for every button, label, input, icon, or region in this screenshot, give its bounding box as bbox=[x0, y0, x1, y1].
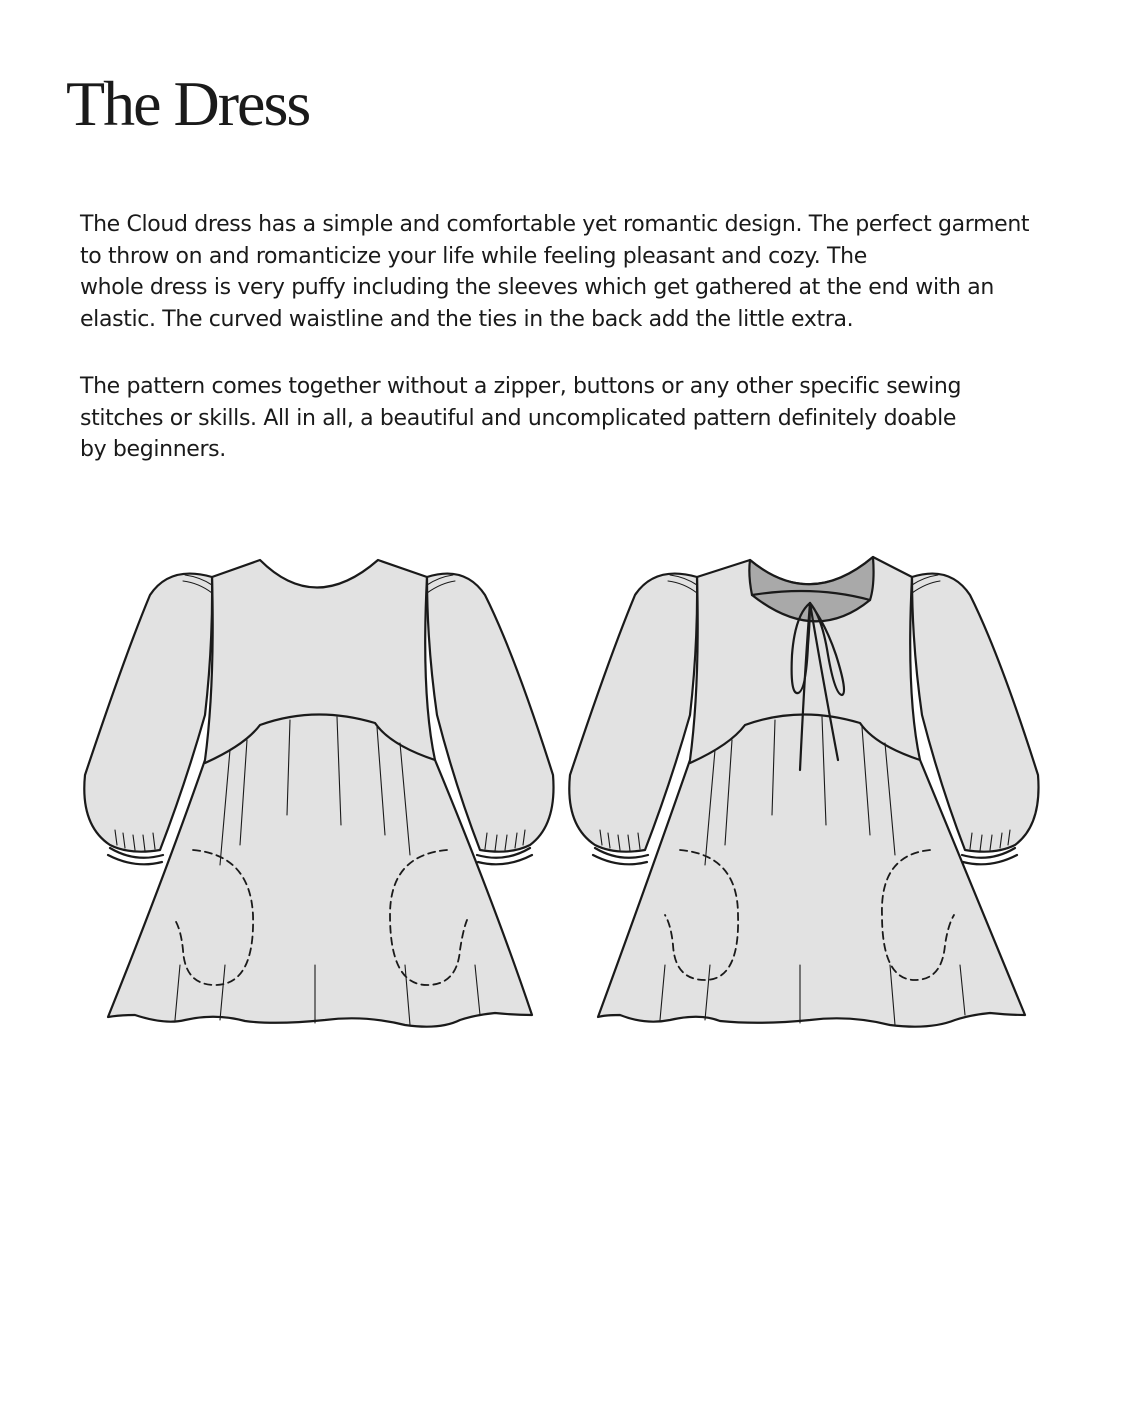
description-paragraph-2 bbox=[80, 371, 1080, 466]
paragraph-line: The pattern comes together without a zipper, buttons or any other specific sewing bbox=[80, 374, 962, 399]
paragraph-line: stitches or skills. All in all, a beautiful and uncomplicated pattern definitely doable bbox=[80, 405, 957, 431]
dress-back-view-illustration bbox=[75, 545, 575, 1080]
paragraph-line: to throw on and romanticize your life while feeling pleasant and cozy. The bbox=[80, 243, 867, 269]
dress-front-view-illustration bbox=[560, 545, 1060, 1080]
paragraph-line: The Cloud dress has a simple and comfortable yet romantic design. The perfect garment bbox=[80, 212, 1030, 237]
page-title: The Dress bbox=[66, 68, 310, 139]
paragraph-line: by beginners. bbox=[80, 437, 226, 462]
description-paragraph-1 bbox=[80, 209, 1080, 335]
paragraph-line: elastic. The curved waistline and the ties in the back add the little extra. bbox=[80, 306, 854, 332]
paragraph-line: whole dress is very puffy including the sleeves which get gathered at the end with an bbox=[80, 275, 994, 300]
